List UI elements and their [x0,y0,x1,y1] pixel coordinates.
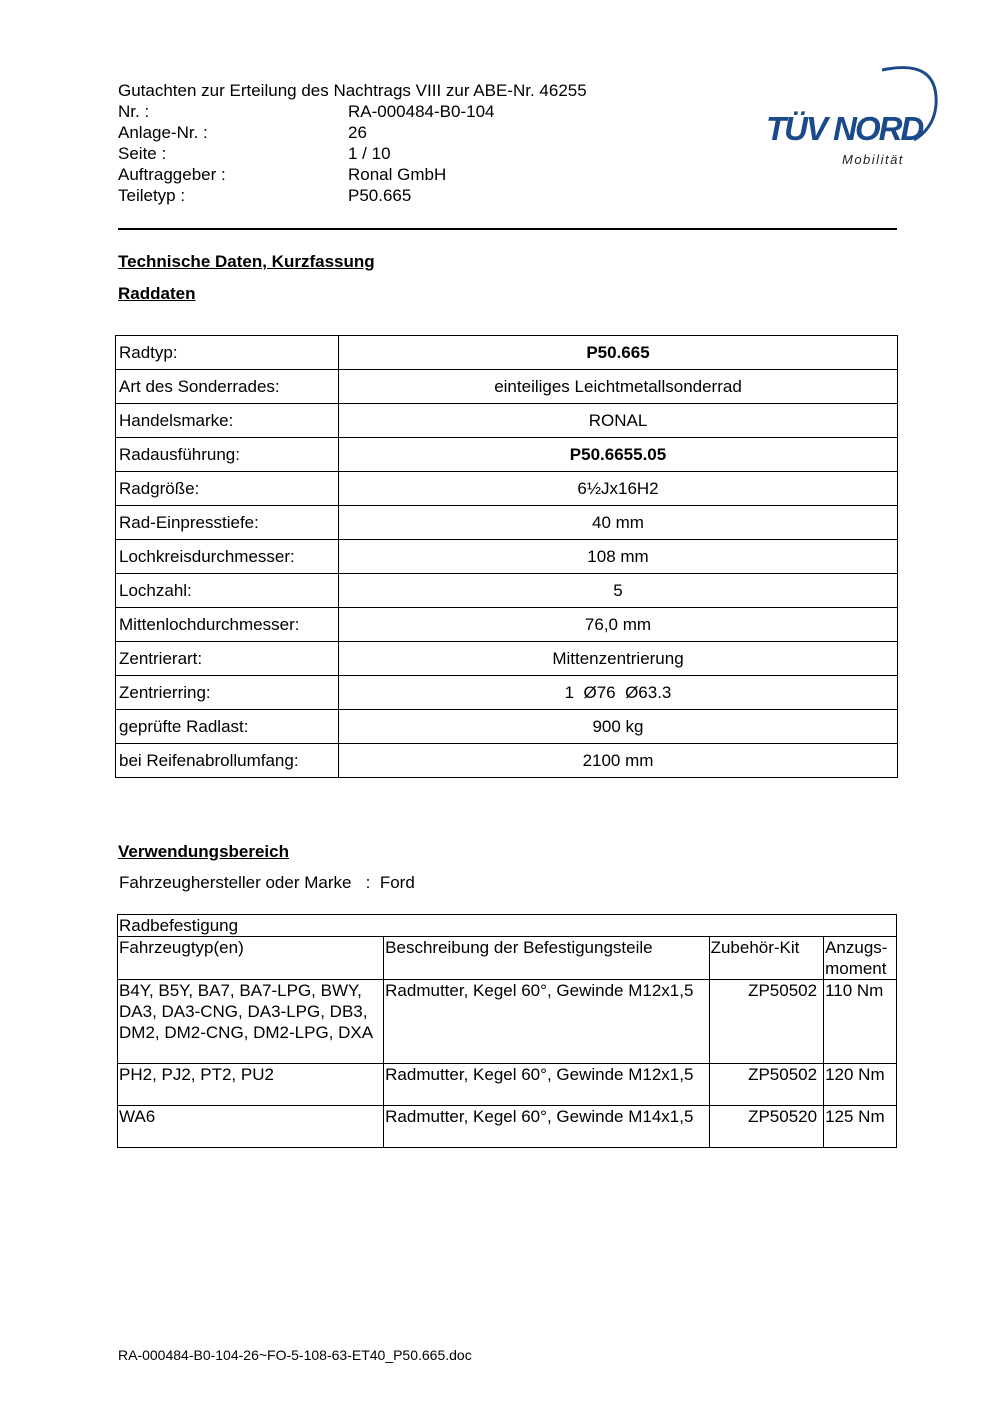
header-value: P50.665 [348,186,412,205]
row-label: Radtyp: [116,336,339,370]
row-label: Radausführung: [116,438,339,472]
manufacturer-value: Ford [379,873,415,892]
header-key: Nr. : [118,102,150,121]
radbefestigung-table [117,914,897,1148]
document-title: Gutachten zur Erteilung des Nachtrags VIII zur ABE-Nr. 46255 [118,81,587,100]
row-label: Zentrierart: [116,642,339,676]
column-header: Anzugs-moment [824,937,897,980]
cell-description: Radmutter, Kegel 60°, Gewinde M12x1,5 [384,1064,709,1106]
row-value: Mittenzentrierung [339,642,898,676]
table-row [116,472,898,506]
row-value: 76,0 mm [339,608,898,642]
cell-torque: 110 Nm [824,980,897,1064]
header-row-auftraggeber [118,164,678,185]
header-value: 26 [348,123,367,142]
header-row-seite [118,143,678,164]
cell-torque: 120 Nm [824,1064,897,1106]
table-row [116,642,898,676]
table-row [116,710,898,744]
row-value: 900 kg [339,710,898,744]
row-value: 1 Ø76 Ø63.3 [339,676,898,710]
cell-kit: ZP50520 [709,1106,824,1148]
row-label: Art des Sonderrades: [116,370,339,404]
row-label: bei Reifenabrollumfang: [116,744,339,778]
row-value: P50.665 [339,336,898,370]
table-caption: Radbefestigung [118,915,897,937]
tuv-nord-logo [764,60,944,175]
table-row [118,980,897,1064]
column-header: Zubehör-Kit [709,937,824,980]
row-value: 108 mm [339,540,898,574]
raddaten-table [115,335,898,778]
manufacturer-label: Fahrzeughersteller oder Marke [119,873,352,892]
table-row [116,370,898,404]
column-header: Beschreibung der Befestigungsteile [384,937,709,980]
manufacturer-separator: : [365,873,371,892]
header-divider [118,228,897,230]
row-label: Radgröße: [116,472,339,506]
row-label: Zentrierring: [116,676,339,710]
logo-subtitle: Mobilität [842,152,904,167]
table-row [118,1106,897,1148]
row-value: 2100 mm [339,744,898,778]
row-value: P50.6655.05 [339,438,898,472]
document-header [118,80,678,206]
header-value: Ronal GmbH [348,165,447,184]
table-row [116,574,898,608]
header-key: Teiletyp : [118,186,186,205]
cell-torque: 125 Nm [824,1106,897,1148]
row-label: geprüfte Radlast: [116,710,339,744]
row-value: einteiliges Leichtmetallsonderrad [339,370,898,404]
section-title-technische-daten: Technische Daten, Kurzfassung [118,252,375,271]
row-value: 5 [339,574,898,608]
table-row [116,744,898,778]
cell-kit: ZP50502 [709,980,824,1064]
column-header: Fahrzeugtyp(en) [118,937,384,980]
table-row [116,676,898,710]
row-label: Rad-Einpresstiefe: [116,506,339,540]
cell-description: Radmutter, Kegel 60°, Gewinde M14x1,5 [384,1106,709,1148]
table-header-row [118,937,897,980]
table-row [116,438,898,472]
table-row [116,608,898,642]
header-row-anlage [118,122,678,143]
row-label: Lochkreisdurchmesser: [116,540,339,574]
cell-types: WA6 [118,1106,384,1148]
header-value: 1 / 10 [348,144,391,163]
cell-kit: ZP50502 [709,1064,824,1106]
logo-name: TÜV NORD [766,110,923,147]
header-key: Seite : [118,144,167,163]
table-row [116,404,898,438]
section-subtitle-raddaten: Raddaten [118,284,196,303]
table-row [116,336,898,370]
section-title-verwendungsbereich: Verwendungsbereich [118,842,289,861]
header-key: Auftraggeber : [118,165,226,184]
header-key: Anlage-Nr. : [118,123,208,142]
row-label: Mittenlochdurchmesser: [116,608,339,642]
row-label: Handelsmarke: [116,404,339,438]
row-label: Lochzahl: [116,574,339,608]
table-caption-row [118,915,897,937]
header-row-teiletyp [118,185,678,206]
row-value: RONAL [339,404,898,438]
cell-description: Radmutter, Kegel 60°, Gewinde M12x1,5 [384,980,709,1064]
header-row-nr [118,101,678,122]
table-row [118,1064,897,1106]
header-value: RA-000484-B0-104 [348,102,495,121]
table-row [116,540,898,574]
cell-types: B4Y, B5Y, BA7, BA7-LPG, BWY, DA3, DA3-CNG, DA3-LPG, DB3, DM2, DM2-CNG, DM2-LPG, DXA [118,980,384,1064]
row-value: 40 mm [339,506,898,540]
cell-types: PH2, PJ2, PT2, PU2 [118,1064,384,1106]
manufacturer-line [119,873,415,893]
footer-filename: RA-000484-B0-104-26~FO-5-108-63-ET40_P50.665.doc [118,1347,472,1363]
row-value: 6½Jx16H2 [339,472,898,506]
table-row [116,506,898,540]
